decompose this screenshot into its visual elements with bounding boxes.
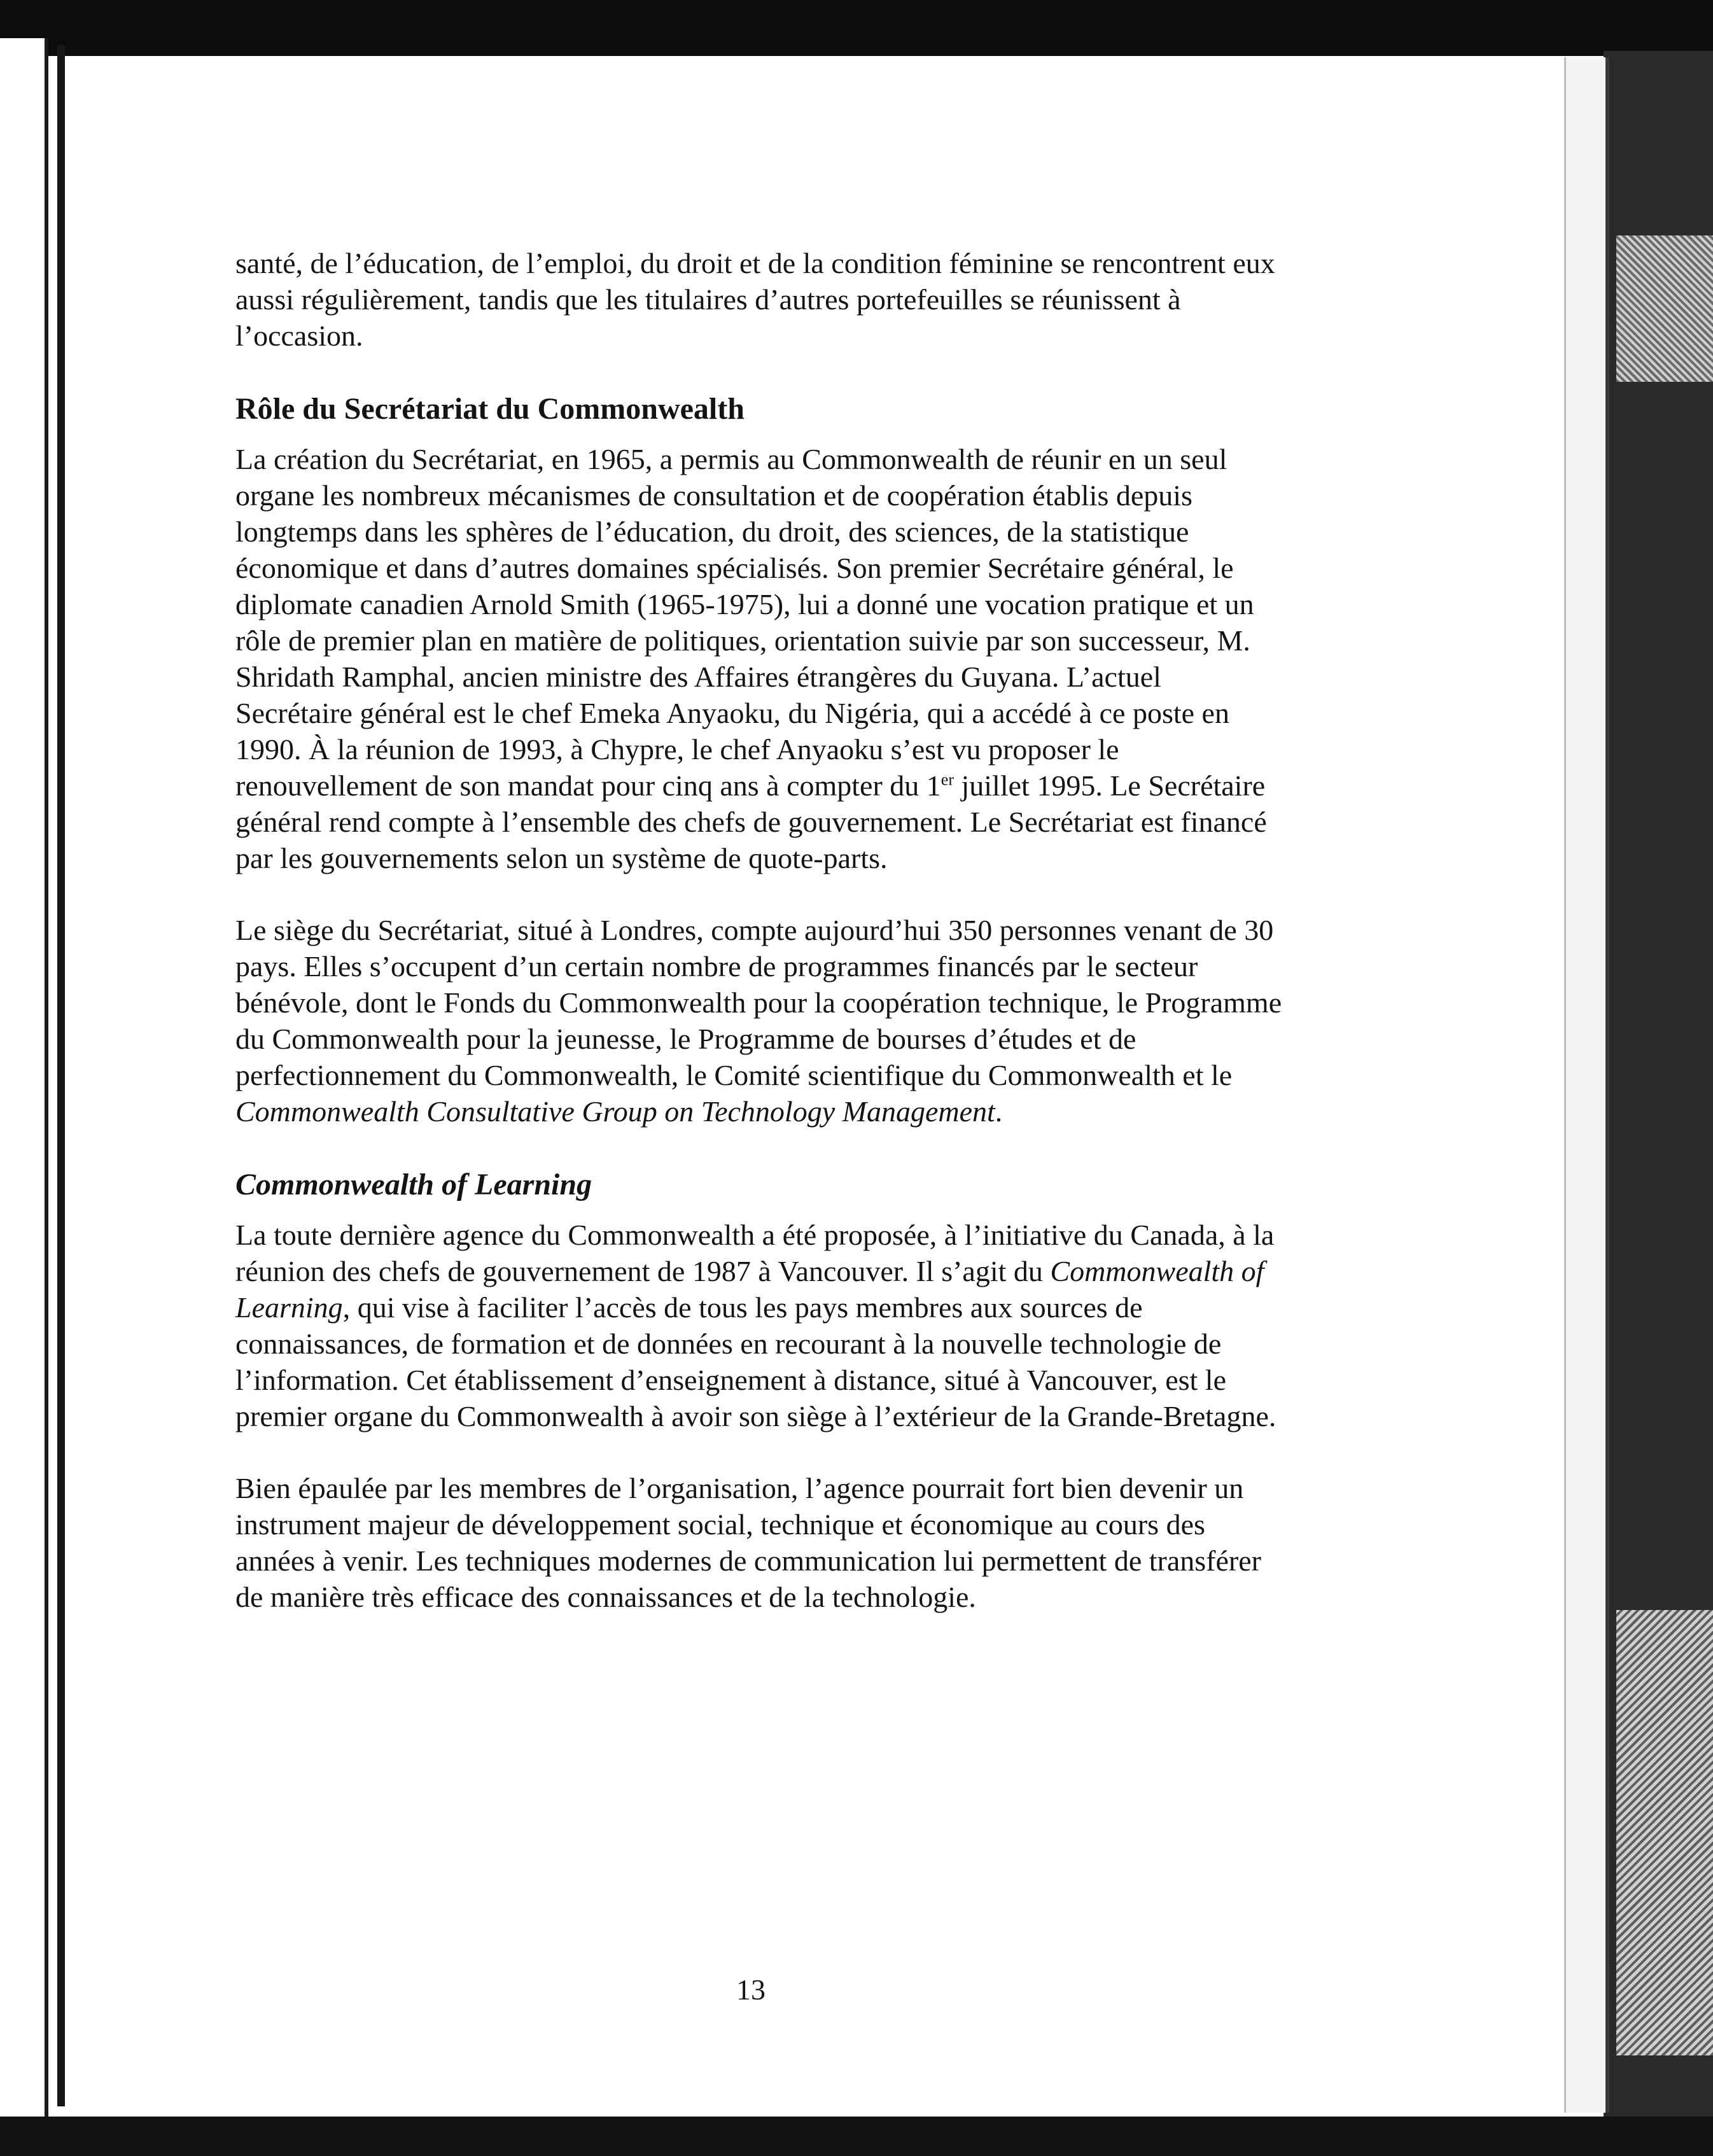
document-page — [235, 245, 1285, 1615]
secretariat-paragraph-1 — [235, 441, 1285, 876]
ordinal-superscript: er — [940, 770, 954, 789]
intro-paragraph: santé, de l’éducation, de l’emploi, du droit et de la condition féminine se rencontrent eux aussi régulièrement, tandis que les titulaires d’autres portefeuilles se réunissent à l’occasion. — [235, 247, 1275, 352]
scan-border-left — [0, 38, 48, 2138]
section-heading-secretariat: Rôle du Secrétariat du Commonwealth — [235, 392, 745, 426]
secretariat-p1-text-end: juillet 1995. Le Secrétaire général rend compte à l’ensemble des chefs de gouvernement. Le Secrétariat est financé par les gouvernements selon un système de quote-parts. — [235, 769, 1267, 874]
scan-border-top — [0, 0, 1713, 56]
page-number: 13 — [736, 1973, 766, 2006]
col-name-italic: Commonwealth of Learning — [235, 1255, 1264, 1324]
consultative-group-name: Commonwealth Consultative Group on Technology Management — [235, 1095, 995, 1128]
secretariat-p2-text: Le siège du Secrétariat, situé à Londres, compte aujourd’hui 350 personnes venant de 30 pays. Elles s’occupent d’un certain nombre de programmes financés par le secteur bénévole, dont le Fonds du Commonwealth pour la coopération technique, le Programme du Commonwealth pour la jeunesse, le Programme de bourses d’études et de perfectionnement du Commonwealth, le Comité scientifique du Commonwealth et le — [235, 914, 1282, 1091]
secretariat-paragraph-2 — [235, 912, 1285, 1130]
scan-noise-right-upper — [1616, 235, 1713, 382]
section-col-body — [235, 1217, 1285, 1615]
page-edge-right — [1564, 57, 1609, 2113]
section-secretariat-body — [235, 441, 1285, 1130]
col-paragraph-1 — [235, 1217, 1285, 1434]
secretariat-p2-end: . — [995, 1095, 1003, 1128]
col-paragraph-2: Bien épaulée par les membres de l’organisation, l’agence pourrait fort bien devenir un instrument majeur de développement social, technique et économique au cours des années à venir. Les techniques modernes de communication lui permettent de transférer de manière très efficace des connaissances et de la technologie. — [235, 1472, 1261, 1613]
scan-border-bottom — [0, 2117, 1713, 2156]
section-heading-col: Commonwealth of Learning — [235, 1168, 592, 1201]
col-p1-text-end: , qui vise à faciliter l’accès de tous les pays membres aux sources de connaissances, de formation et de données en recourant à la nouvelle technologie de l’information. Cet établissement d’enseignement à distance, situé à Vancouver, est le premier organe du Commonwealth à avoir son siège à l’extérieur de la Grande-Bretagne. — [235, 1291, 1276, 1432]
scan-noise-right-lower — [1616, 1610, 1713, 2055]
col-p1-text: La toute dernière agence du Commonwealth a été proposée, à l’initiative du Canada, à la réunion des chefs de gouvernement de 1987 à Vancouver. Il s’agit du — [235, 1219, 1275, 1287]
page-edge-left — [57, 45, 65, 2106]
secretariat-p1-text: La création du Secrétariat, en 1965, a permis au Commonwealth de réunir en un seul organe les nombreux mécanismes de consultation et de coopération établis depuis longtemps dans les sphères de l’éducation, du droit, des sciences, de la statistique économique et dans d’autres domaines spécialisés. Son premier Secrétaire général, le diplomate canadien Arnold Smith (1965-1975), lui a donné une vocation pratique et un rôle de premier plan en matière de politiques, orientation suivie par son successeur, M. Shridath Ramphal, ancien ministre des Affaires étrangères du Guyana. L’actuel Secrétaire général est le chef Emeka Anyaoku, du Nigéria, qui a accédé à ce poste en 1990. À la réunion de 1993, à Chypre, le chef Anyaoku s’est vu proposer le renouvellement de son mandat pour cinq ans à compter du 1 — [235, 443, 1254, 802]
